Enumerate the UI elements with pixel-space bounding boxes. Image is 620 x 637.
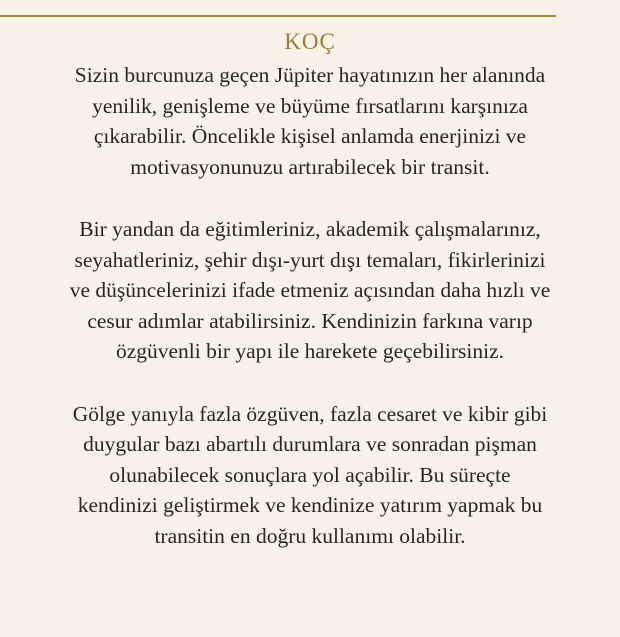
- text-line: kendinizi geliştirmek ve kendinize yatırım yapmak bu: [77, 493, 543, 517]
- text-line: Bir yandan da eğitimleriniz, akademik çalışmalarınız,: [79, 217, 541, 241]
- paragraph-2: [8, 214, 612, 367]
- text-line: özgüvenli bir yapı ile harekete geçebilirsiniz.: [115, 339, 505, 363]
- text-line: yenilik, genişleme ve büyüme fırsatlarını karşınıza: [92, 93, 528, 118]
- text-line: cesur adımlar atabilirsiniz. Kendinizin farkına varıp: [87, 308, 533, 333]
- article-body: [8, 60, 612, 551]
- text-line: seyahatleriniz, şehir dışı-yurt dışı temaları, fikirlerinizi: [74, 247, 546, 272]
- text-line: çıkarabilir. Öncelikle kişisel anlamda enerjinizi ve: [93, 124, 527, 148]
- section-title: KOÇ: [284, 29, 336, 54]
- text-line: Gölge yanıyla fazla özgüven, fazla cesaret ve kibir gibi: [72, 401, 548, 426]
- text-line: olunabilecek sonuçlara yol açabilir. Bu süreçte: [109, 462, 511, 487]
- paragraph-3: [8, 399, 612, 552]
- text-line: transitin en doğru kullanımı olabilir.: [154, 523, 466, 548]
- paragraph-1: [8, 60, 612, 182]
- text-line: ve düşüncelerinizi ifade etmeniz açısından daha hızlı ve: [69, 278, 551, 302]
- text-line: Sizin burcunuza geçen Jüpiter hayatınızın her alanında: [74, 63, 546, 87]
- text-line: duygular bazı abartılı durumlara ve sonradan pişman: [83, 432, 537, 456]
- text-line: motivasyonunuzu artırabilecek bir transit.: [130, 154, 490, 179]
- top-divider: [0, 15, 556, 17]
